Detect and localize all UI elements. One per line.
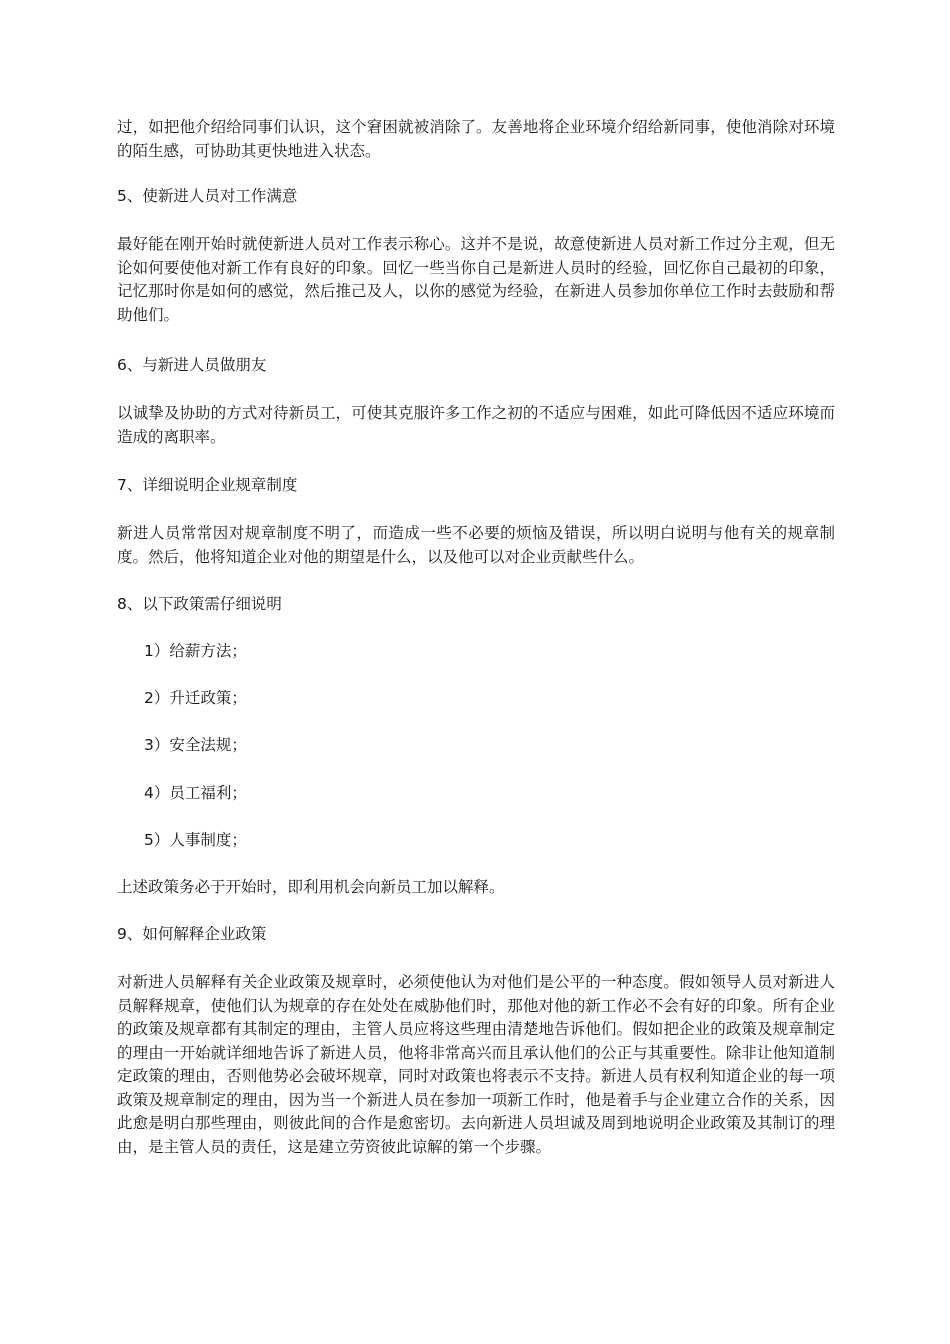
paragraph-text: 过，如把他介绍给同事们认识，这个窘困就被消除了。友善地将企业环境介绍给新同事，使他消除对环境的陌生感，可协助其更快地进入状态。 xyxy=(117,118,835,160)
list-item-pay-method: 1）给薪方法； xyxy=(144,642,247,660)
section-heading: 5、使新进人员对工作满意 xyxy=(117,187,298,205)
heading-section-9 xyxy=(117,923,835,946)
list-item-promotion-policy: 2）升迁政策； xyxy=(144,689,247,707)
heading-section-7 xyxy=(117,474,835,497)
paragraph-text: 新进人员常常因对规章制度不明了，而造成一些不必要的烦恼及错误，所以明白说明与他有关的规章制度。然后，他将知道企业对他的期望是什么，以及他可以对企业贡献些什么。 xyxy=(117,524,835,566)
list-item-safety-rules: 3）安全法规； xyxy=(144,736,247,754)
paragraph-intro xyxy=(117,116,835,163)
heading-section-8 xyxy=(117,593,835,616)
list-item-employee-benefits: 4）员工福利； xyxy=(144,784,247,802)
section-heading: 6、与新进人员做朋友 xyxy=(117,356,267,374)
paragraph-section-9 xyxy=(117,971,835,1159)
paragraph-section-7 xyxy=(117,522,835,569)
section-heading: 9、如何解释企业政策 xyxy=(117,925,267,943)
paragraph-policy-summary xyxy=(117,876,835,900)
list-item-personnel-system: 5）人事制度； xyxy=(144,831,247,849)
paragraph-text: 最好能在刚开始时就使新进人员对工作表示称心。这并不是说，故意使新进人员对新工作过分主观，但无论如何要使他对新工作有良好的印象。回忆一些当你自己是新进人员时的经验，回忆你自己最初的印象，记忆那时你是如何的感觉，然后推己及人，以你的感觉为经验，在新进人员参加你单位工作时去鼓励和帮助他们。 xyxy=(117,235,835,324)
heading-section-5 xyxy=(117,185,835,208)
paragraph-text: 以诚挚及协助的方式对待新员工，可使其克服许多工作之初的不适应与困难，如此可降低因不适应环境而造成的离职率。 xyxy=(117,404,835,446)
paragraph-text: 上述政策务必于开始时，即利用机会向新员工加以解释。 xyxy=(117,878,505,896)
section-heading: 7、详细说明企业规章制度 xyxy=(117,476,298,494)
paragraph-section-5 xyxy=(117,233,835,327)
section-heading: 8、以下政策需仔细说明 xyxy=(117,595,282,613)
paragraph-section-6 xyxy=(117,402,835,449)
paragraph-text: 对新进人员解释有关企业政策及规章时，必须使他认为对他们是公平的一种态度。假如领导人员对新进人员解释规章，使他们认为规章的存在处处在威胁他们时，那他对他的新工作必不会有好的印象。所有企业的政策及规章都有其制定的理由，主管人员应将这些理由清楚地告诉他们。假如把企业的政策及规章制定的理由一开始就详细地告诉了新进人员，他将非常高兴而且承认他们的公正与其重要性。除非让他知道制定政策的理由，否则他势必会破坏规章，同时对政策也将表示不支持。新进人员有权利知道企业的每一项政策及规章制定的理由，因为当一个新进人员在参加一项新工作时，他是着手与企业建立合作的关系，因此愈是明白那些理由，则彼此间的合作是愈密切。去向新进人员坦诚及周到地说明企业政策及其制订的理由，是主管人员的责任，这是建立劳资彼此谅解的第一个步骤。 xyxy=(117,973,835,1156)
heading-section-6 xyxy=(117,354,835,377)
